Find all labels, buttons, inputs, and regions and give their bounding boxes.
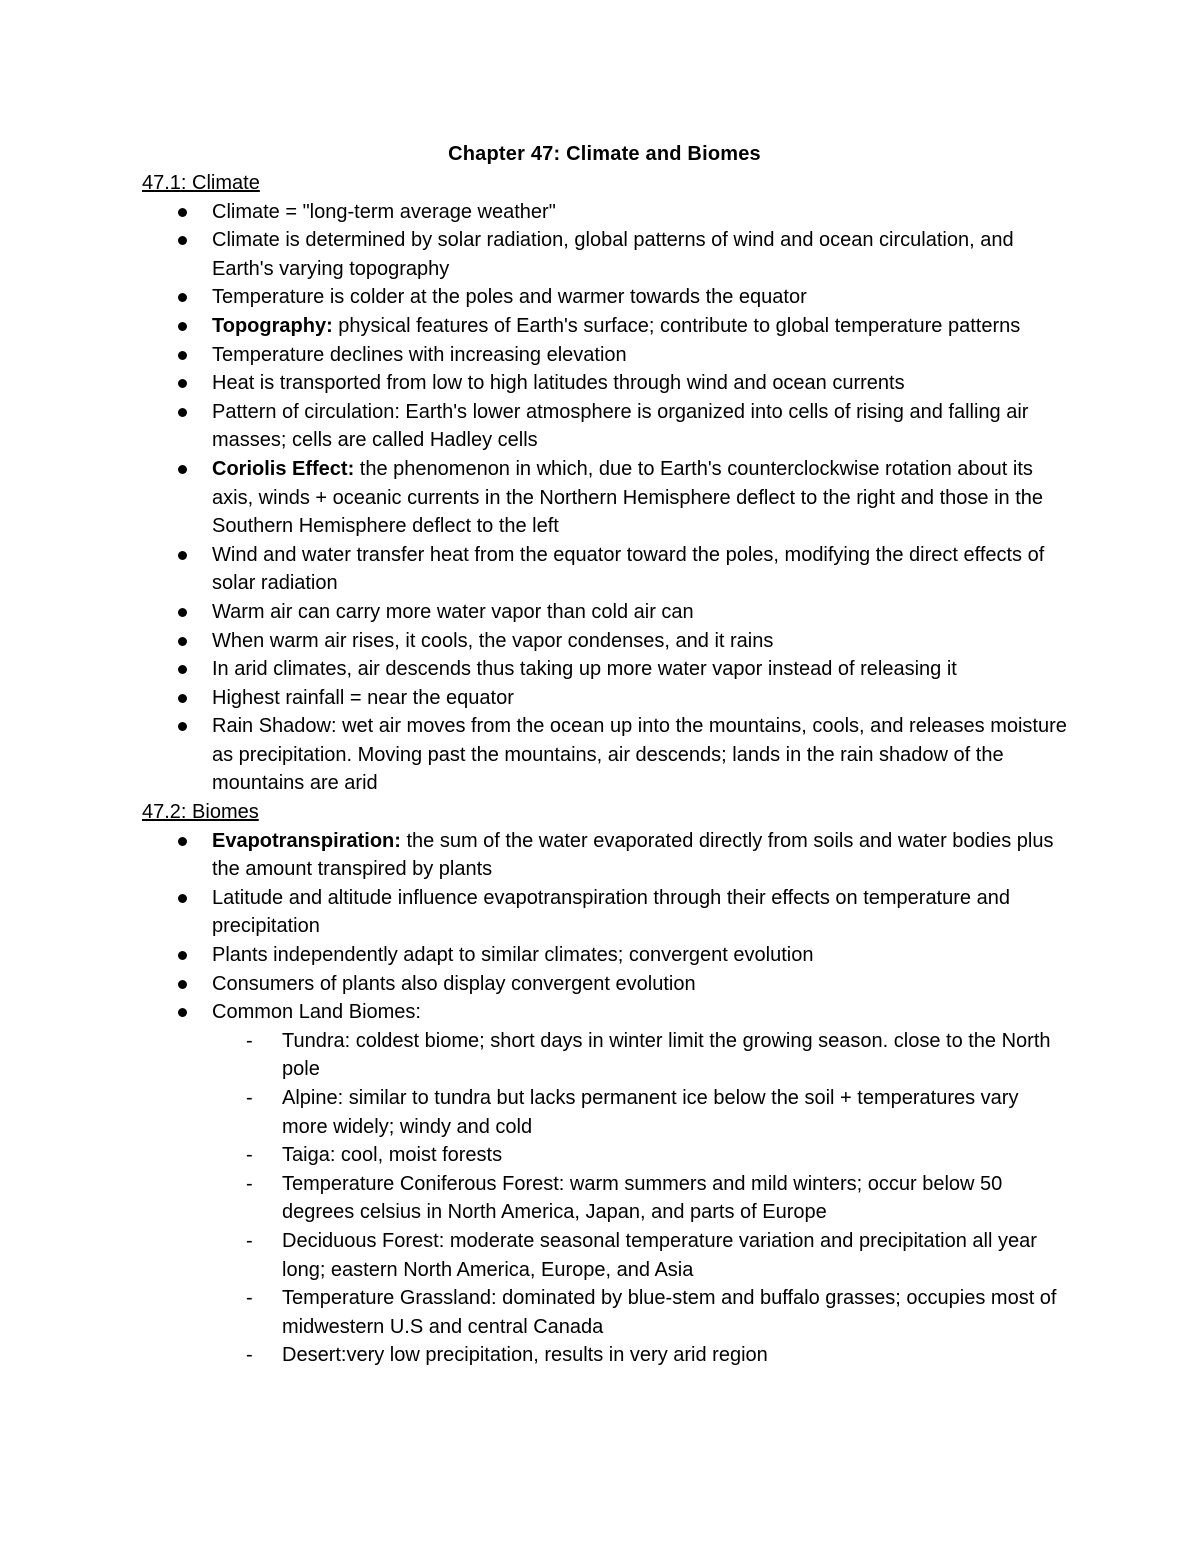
page-title: Chapter 47: Climate and Biomes [448, 143, 761, 165]
bullet-icon [178, 665, 187, 674]
bullet-icon [178, 236, 187, 245]
bullet-icon [178, 379, 187, 388]
dash-marker: - [246, 1287, 253, 1310]
sub-list-item: - Alpine: similar to tundra but lacks permanent ice below the soil + temperatures vary more widely; windy and cold [212, 1084, 1067, 1141]
bullet-icon [178, 208, 187, 217]
list-item: Wind and water transfer heat from the equator toward the poles, modifying the direct effects of solar radiation [142, 541, 1067, 598]
dash-marker: - [246, 1229, 253, 1252]
list-item: When warm air rises, it cools, the vapor condenses, and it rains [142, 627, 1067, 656]
list-item: Heat is transported from low to high latitudes through wind and ocean currents [142, 369, 1067, 398]
sub-list-item: - Temperature Grassland: dominated by blue-stem and buffalo grasses; occupies most of midwestern U.S and central Canada [212, 1284, 1067, 1341]
bullet-icon [178, 1008, 187, 1017]
sub-list-item: - Tundra: coldest biome; short days in winter limit the growing season. close to the North pole [212, 1027, 1067, 1084]
list-item: Warm air can carry more water vapor than cold air can [142, 598, 1067, 627]
dash-marker: - [246, 1087, 253, 1109]
bullet-icon [178, 465, 187, 474]
document-page [142, 139, 1067, 1370]
list-item: In arid climates, air descends thus taking up more water vapor instead of releasing it [142, 655, 1067, 684]
list-item: Evapotranspiration: the sum of the water evaporated directly from soils and water bodies plus the amount transpired by plants [142, 827, 1067, 884]
bullet-icon [178, 894, 187, 903]
dash-marker: - [246, 1144, 253, 1167]
list-item: Climate is determined by solar radiation, global patterns of wind and ocean circulation, and Earth's varying topography [142, 226, 1067, 283]
term-coriolis-effect: Coriolis Effect: [212, 457, 355, 480]
term-evapotranspiration: Evapotranspiration: [212, 829, 401, 852]
sub-list-item: - Taiga: cool, moist forests [212, 1141, 1067, 1170]
list-item: Plants independently adapt to similar climates; convergent evolution [142, 941, 1067, 970]
list-item: Consumers of plants also display convergent evolution [142, 970, 1067, 999]
bullet-icon [178, 837, 187, 846]
bullet-icon [178, 408, 187, 417]
list-item: Temperature declines with increasing elevation [142, 341, 1067, 370]
list-item: Latitude and altitude influence evapotranspiration through their effects on temperature and precipitation [142, 884, 1067, 941]
bullet-icon [178, 722, 187, 731]
dash-marker: - [246, 1172, 253, 1195]
bullet-icon [178, 694, 187, 703]
bullet-icon [178, 980, 187, 989]
bullet-icon [178, 551, 187, 560]
bullet-icon [178, 322, 187, 331]
sub-list-item: - Temperature Coniferous Forest: warm summers and mild winters; occur below 50 degrees celsius in North America, Japan, and parts of Europe [212, 1170, 1067, 1227]
sub-list-item: - Deciduous Forest: moderate seasonal temperature variation and precipitation all year long; eastern North America, Europe, and Asia [212, 1227, 1067, 1284]
term-topography: Topography: [212, 314, 333, 337]
dash-marker: - [246, 1344, 253, 1367]
biomes-bullet-list [142, 827, 1067, 1370]
sub-list-item: - Desert:very low precipitation, results in very arid region [212, 1341, 1067, 1370]
bullet-icon [178, 608, 187, 617]
climate-bullet-list [142, 198, 1067, 798]
list-item: Coriolis Effect: the phenomenon in which, due to Earth's counterclockwise rotation about its axis, winds + oceanic currents in the Northern Hemisphere deflect to the right and those in the Southern Hemisphere deflect to the left [142, 455, 1067, 541]
list-item: Climate = "long-term average weather" [142, 198, 1067, 227]
list-item: Highest rainfall = near the equator [142, 684, 1067, 713]
section-heading-climate: 47.1: Climate [142, 172, 260, 194]
list-item: Temperature is colder at the poles and warmer towards the equator [142, 283, 1067, 312]
bullet-icon [178, 293, 187, 302]
land-biomes-sublist [212, 1027, 1067, 1370]
list-item: Rain Shadow: wet air moves from the ocean up into the mountains, cools, and releases moisture as precipitation. Moving past the mountains, air descends; lands in the rain shadow of the mountains are arid [142, 712, 1067, 798]
section-heading-biomes: 47.2: Biomes [142, 801, 259, 824]
list-item: Topography: physical features of Earth's surface; contribute to global temperature patterns [142, 312, 1067, 341]
bullet-icon [178, 351, 187, 360]
bullet-icon [178, 951, 187, 960]
list-item: Common Land Biomes: - Tundra: coldest biome; short days in winter limit the growing season. close to the North pole - Alpine: similar to tundra but lacks permanent ice below the soil + temperatures vary more widely; windy and cold - Taiga: cool, moist forests - Temperature Coniferous Forest: warm summers and mild winters; occur below 50 degrees celsius in North America, Japan, and parts of Europe - Deciduous Forest: moderate seasonal temperature variation and precipitation all year long; eastern North America, Europe, and Asia - Temperature Grassland: dominated by blue-stem and buffalo grasses; occupies most of midwestern U.S and central Canada - Desert:very low precipitation, results in very arid region [142, 998, 1067, 1370]
bullet-icon [178, 637, 187, 646]
list-item: Pattern of circulation: Earth's lower atmosphere is organized into cells of rising and falling air masses; cells are called Hadley cells [142, 398, 1067, 455]
dash-marker: - [246, 1029, 253, 1052]
